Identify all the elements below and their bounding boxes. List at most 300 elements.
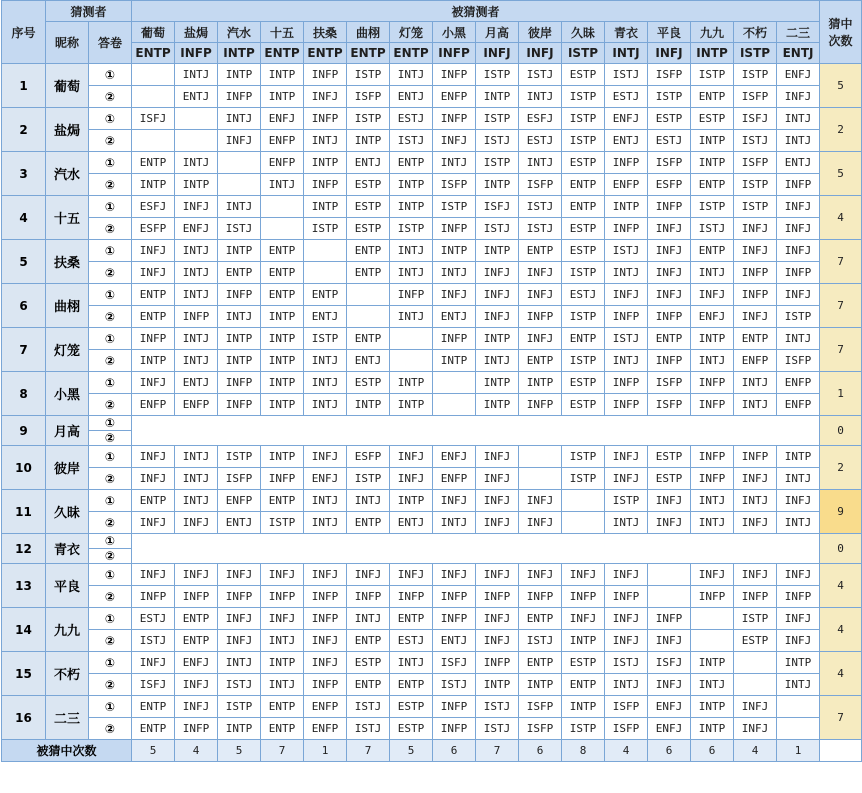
guess-cell: INTP xyxy=(218,240,261,262)
guess-cell: ENTP xyxy=(390,152,433,174)
guess-cell: ISTJ xyxy=(519,630,562,652)
guess-cell: ISTP xyxy=(218,696,261,718)
guess-cell: ENTP xyxy=(175,608,218,630)
guess-cell: INFP xyxy=(691,446,734,468)
guess-cell: INFJ xyxy=(691,564,734,586)
guess-cell: ENTP xyxy=(562,328,605,350)
table-row xyxy=(2,240,862,262)
guess-cell: INFJ xyxy=(261,564,304,586)
guess-cell: ENTP xyxy=(347,328,390,350)
guess-cell: ISFP xyxy=(519,174,562,196)
guess-cell: ISTJ xyxy=(347,718,390,740)
table-row xyxy=(2,586,862,608)
answer-mark: ② xyxy=(89,630,132,652)
guess-cell: ENFJ xyxy=(777,64,820,86)
row-index: 6 xyxy=(2,284,46,328)
guess-cell: INTJ xyxy=(261,674,304,696)
hit-count: 2 xyxy=(820,108,862,152)
guess-cell: ISTP xyxy=(691,64,734,86)
target-type: INFP xyxy=(175,43,218,64)
target-name: 二三 xyxy=(777,22,820,43)
guess-cell: INFJ xyxy=(734,240,777,262)
total-count: 5 xyxy=(132,740,175,762)
guess-cell xyxy=(519,446,562,468)
guess-cell: INFJ xyxy=(175,512,218,534)
guess-cell: ENFP xyxy=(433,86,476,108)
table-row xyxy=(2,674,862,696)
guess-cell: ENFJ xyxy=(605,108,648,130)
guess-cell: INFJ xyxy=(648,630,691,652)
guess-cell: INFJ xyxy=(476,630,519,652)
guess-cell: INFJ xyxy=(519,564,562,586)
guess-cell: ISTJ xyxy=(691,218,734,240)
table-row xyxy=(2,416,862,431)
total-count: 1 xyxy=(777,740,820,762)
guess-cell: INFJ xyxy=(734,218,777,240)
guess-cell xyxy=(347,284,390,306)
guess-cell: INTJ xyxy=(175,284,218,306)
guess-cell: INFJ xyxy=(777,564,820,586)
guess-cell: INFP xyxy=(261,586,304,608)
guess-cell: ENTP xyxy=(519,652,562,674)
target-name: 十五 xyxy=(261,22,304,43)
guess-cell: ESFP xyxy=(648,174,691,196)
guess-cell: ISTP xyxy=(562,130,605,152)
guess-cell: INFP xyxy=(734,446,777,468)
guess-cell: INFP xyxy=(648,196,691,218)
guess-cell: INFJ xyxy=(777,218,820,240)
hit-count: 0 xyxy=(820,416,862,446)
target-name: 葡萄 xyxy=(132,22,175,43)
guess-cell: INFJ xyxy=(132,652,175,674)
target-type: ENTP xyxy=(132,43,175,64)
target-name: 灯笼 xyxy=(390,22,433,43)
guess-cell xyxy=(218,152,261,174)
guess-cell: ISTP xyxy=(605,490,648,512)
guess-cell: ESFJ xyxy=(132,196,175,218)
row-nickname: 久昧 xyxy=(46,490,89,534)
guess-cell: ISTJ xyxy=(476,218,519,240)
row-nickname: 盐焗 xyxy=(46,108,89,152)
guess-cell: INTP xyxy=(218,718,261,740)
answer-mark: ② xyxy=(89,512,132,534)
guess-cell: ISTP xyxy=(562,86,605,108)
guess-cell: ENTJ xyxy=(218,512,261,534)
guess-cell: ESTJ xyxy=(648,130,691,152)
table-row xyxy=(2,718,862,740)
guess-cell: ENFP xyxy=(304,696,347,718)
guess-cell: ISTP xyxy=(476,108,519,130)
guess-cell: ENTJ xyxy=(390,512,433,534)
guess-cell: INFP xyxy=(777,262,820,284)
guess-cell: INFP xyxy=(433,696,476,718)
guess-cell: INFJ xyxy=(734,512,777,534)
guess-cell: INFJ xyxy=(433,490,476,512)
guess-cell: INFP xyxy=(433,608,476,630)
total-count: 7 xyxy=(476,740,519,762)
guess-cell: INFJ xyxy=(734,468,777,490)
guess-cell: INTP xyxy=(175,174,218,196)
guess-cell: ENTP xyxy=(519,608,562,630)
guess-cell: INFP xyxy=(433,64,476,86)
guess-cell: ESTP xyxy=(562,240,605,262)
guess-cell: INTP xyxy=(691,130,734,152)
row-index: 5 xyxy=(2,240,46,284)
guess-cell: ESTJ xyxy=(132,608,175,630)
guess-cell: ISFJ xyxy=(648,652,691,674)
guess-cell: ESTP xyxy=(734,630,777,652)
guess-cell: INFJ xyxy=(476,512,519,534)
target-name: 青衣 xyxy=(605,22,648,43)
guess-cell: ISFJ xyxy=(476,196,519,218)
guess-cell xyxy=(734,652,777,674)
answer-mark: ② xyxy=(89,130,132,152)
guess-cell: ISTJ xyxy=(476,718,519,740)
guess-cell: ENFP xyxy=(261,152,304,174)
guess-cell: INTJ xyxy=(218,652,261,674)
guess-cell xyxy=(132,86,175,108)
answer-header: 答卷 xyxy=(89,22,132,64)
guess-cell: ENTP xyxy=(132,306,175,328)
table-row xyxy=(2,284,862,306)
guess-cell xyxy=(304,240,347,262)
guess-cell: INFJ xyxy=(476,468,519,490)
guess-cell xyxy=(777,718,820,740)
guess-cell: INFJ xyxy=(390,564,433,586)
row-nickname: 十五 xyxy=(46,196,89,240)
guess-cell: ENTP xyxy=(347,630,390,652)
guess-cell: INFJ xyxy=(175,696,218,718)
guess-cell: ISFP xyxy=(218,468,261,490)
total-count: 6 xyxy=(519,740,562,762)
row-index: 13 xyxy=(2,564,46,608)
guess-cell: INFP xyxy=(433,328,476,350)
guess-cell: INTP xyxy=(390,490,433,512)
guess-cell: INFP xyxy=(175,586,218,608)
guess-cell: INTJ xyxy=(218,108,261,130)
hit-count: 4 xyxy=(820,564,862,608)
row-nickname: 扶桑 xyxy=(46,240,89,284)
hits-header-line1: 猜中 xyxy=(828,17,853,31)
guess-cell: ENFJ xyxy=(433,446,476,468)
guess-cell: INFJ xyxy=(132,564,175,586)
guess-cell: INFP xyxy=(734,586,777,608)
guess-cell: INFJ xyxy=(648,240,691,262)
answer-mark: ② xyxy=(89,218,132,240)
guess-cell: INFP xyxy=(304,174,347,196)
guess-cell: INFP xyxy=(691,468,734,490)
guess-cell: INTP xyxy=(691,328,734,350)
answer-mark: ① xyxy=(89,490,132,512)
guess-cell: ISTP xyxy=(347,468,390,490)
guess-cell: INFJ xyxy=(218,564,261,586)
guess-cell: INTJ xyxy=(691,350,734,372)
guess-cell: INTJ xyxy=(175,240,218,262)
guess-cell: ENTP xyxy=(304,284,347,306)
target-type: INTP xyxy=(691,43,734,64)
guess-cell: ENTP xyxy=(347,674,390,696)
guess-cell: INFJ xyxy=(304,652,347,674)
target-type: ISTP xyxy=(734,43,777,64)
guess-cell: ESFP xyxy=(132,218,175,240)
row-nickname: 灯笼 xyxy=(46,328,89,372)
total-count: 6 xyxy=(648,740,691,762)
guess-cell: ENTP xyxy=(390,608,433,630)
row-index: 7 xyxy=(2,328,46,372)
guess-cell: ISTP xyxy=(390,218,433,240)
guess-cell: INTP xyxy=(691,718,734,740)
guess-cell: INFP xyxy=(218,86,261,108)
guess-cell: INFP xyxy=(433,218,476,240)
guess-cell: ENTP xyxy=(261,284,304,306)
guess-cell: INFP xyxy=(691,372,734,394)
guess-cell: INFJ xyxy=(562,608,605,630)
guess-cell: INTJ xyxy=(175,350,218,372)
guess-cell: ENTJ xyxy=(347,152,390,174)
guess-cell: INTJ xyxy=(218,306,261,328)
guess-cell: INTJ xyxy=(519,152,562,174)
guess-cell: INTP xyxy=(433,240,476,262)
target-type: INFP xyxy=(433,43,476,64)
guess-cell: INFJ xyxy=(777,86,820,108)
guess-cell: INFJ xyxy=(648,512,691,534)
guess-cell: ENFP xyxy=(605,174,648,196)
answer-mark: ① xyxy=(89,652,132,674)
row-index: 12 xyxy=(2,534,46,564)
guess-cell: ESTJ xyxy=(562,284,605,306)
guess-cell: INFP xyxy=(433,108,476,130)
guess-cell: INTJ xyxy=(175,262,218,284)
target-type: INFJ xyxy=(648,43,691,64)
hit-count: 4 xyxy=(820,196,862,240)
guess-cell: ISTP xyxy=(562,108,605,130)
row-nickname: 小黑 xyxy=(46,372,89,416)
guess-cell: INFJ xyxy=(132,468,175,490)
guess-cell: INTJ xyxy=(261,630,304,652)
guess-cell: INFP xyxy=(304,64,347,86)
guess-cell: ENFJ xyxy=(175,652,218,674)
table-row xyxy=(2,512,862,534)
total-count: 1 xyxy=(304,740,347,762)
guess-cell: INTP xyxy=(476,240,519,262)
guess-cell: ESTJ xyxy=(390,108,433,130)
table-row xyxy=(2,534,862,549)
guess-cell: ESTP xyxy=(562,372,605,394)
guess-cell: ISTP xyxy=(347,108,390,130)
guess-cell: ESTP xyxy=(347,174,390,196)
guess-cell: INFP xyxy=(304,108,347,130)
table-row xyxy=(2,468,862,490)
guess-cell: INTP xyxy=(304,196,347,218)
answer-mark: ② xyxy=(89,431,132,446)
guess-cell: ESTP xyxy=(562,394,605,416)
guess-cell: ISFP xyxy=(648,394,691,416)
guess-cell: ISTP xyxy=(734,174,777,196)
guess-cell: INFP xyxy=(390,284,433,306)
guess-cell: ISTP xyxy=(562,446,605,468)
guess-cell: INFP xyxy=(433,718,476,740)
guessed-header: 被猜测者 xyxy=(132,1,820,22)
table-row xyxy=(2,108,862,130)
guess-cell: ESTP xyxy=(562,152,605,174)
table-row xyxy=(2,608,862,630)
guess-cell: INFJ xyxy=(132,446,175,468)
table-row xyxy=(2,86,862,108)
target-type: ISTP xyxy=(562,43,605,64)
guess-cell: INFP xyxy=(648,306,691,328)
guess-cell: INFJ xyxy=(347,564,390,586)
guess-cell: INTP xyxy=(218,350,261,372)
guess-cell: INFJ xyxy=(519,512,562,534)
guess-cell: ISTP xyxy=(648,86,691,108)
target-type: ENTP xyxy=(261,43,304,64)
guess-cell: INFJ xyxy=(519,284,562,306)
row-nickname: 九九 xyxy=(46,608,89,652)
guess-cell: ISTP xyxy=(433,196,476,218)
answer-mark: ② xyxy=(89,394,132,416)
guess-cell xyxy=(648,586,691,608)
guess-cell: ENTJ xyxy=(777,152,820,174)
guess-cell: INTJ xyxy=(175,490,218,512)
answer-mark: ① xyxy=(89,328,132,350)
guess-cell: ESTJ xyxy=(605,86,648,108)
guess-cell: ESTP xyxy=(347,652,390,674)
guess-cell xyxy=(175,130,218,152)
guess-cell: INFJ xyxy=(777,284,820,306)
guess-cell: INTJ xyxy=(175,64,218,86)
hit-count: 5 xyxy=(820,64,862,108)
guess-cell: ESTP xyxy=(390,718,433,740)
hit-count: 4 xyxy=(820,652,862,696)
total-label: 被猜中次数 xyxy=(2,740,132,762)
guess-cell: ISFP xyxy=(605,718,648,740)
total-count: 8 xyxy=(562,740,605,762)
answer-mark: ② xyxy=(89,718,132,740)
guess-cell: INFP xyxy=(476,652,519,674)
guess-cell: ESTP xyxy=(347,218,390,240)
guess-cell: ENTP xyxy=(261,718,304,740)
guess-cell: ENFP xyxy=(261,130,304,152)
hit-count: 7 xyxy=(820,696,862,740)
answer-mark: ② xyxy=(89,674,132,696)
guess-cell: ISTP xyxy=(476,64,519,86)
guess-cell: INFJ xyxy=(476,608,519,630)
guess-cell: INFJ xyxy=(519,328,562,350)
guess-cell: ISTJ xyxy=(433,674,476,696)
hit-count: 2 xyxy=(820,446,862,490)
table-row xyxy=(2,306,862,328)
guess-cell: ISFP xyxy=(519,696,562,718)
guess-cell: INTJ xyxy=(304,372,347,394)
guess-cell: ENFP xyxy=(218,490,261,512)
guess-cell: ENTP xyxy=(261,240,304,262)
table-row xyxy=(2,130,862,152)
answer-mark: ② xyxy=(89,306,132,328)
guesser-header: 猜测者 xyxy=(46,1,132,22)
guess-cell: INTP xyxy=(605,196,648,218)
guess-cell: INFP xyxy=(175,306,218,328)
guess-cell: INTJ xyxy=(476,350,519,372)
guess-cell: ENFP xyxy=(433,468,476,490)
guess-cell: INFJ xyxy=(175,674,218,696)
guess-cell: INFP xyxy=(648,608,691,630)
guess-cell: ISTJ xyxy=(605,652,648,674)
guess-cell: INTJ xyxy=(691,262,734,284)
guess-cell: INFJ xyxy=(777,196,820,218)
answer-mark: ② xyxy=(89,549,132,564)
guess-cell: INTP xyxy=(347,130,390,152)
answer-mark: ① xyxy=(89,608,132,630)
guess-cell: ISTP xyxy=(734,196,777,218)
guess-cell: INFP xyxy=(304,674,347,696)
hit-count: 9 xyxy=(820,490,862,534)
guess-cell: INTJ xyxy=(390,262,433,284)
guess-cell xyxy=(433,394,476,416)
guess-cell: INFP xyxy=(519,586,562,608)
row-index: 3 xyxy=(2,152,46,196)
target-type: INFJ xyxy=(476,43,519,64)
row-index: 10 xyxy=(2,446,46,490)
guess-cell: ENFJ xyxy=(691,306,734,328)
target-type: INTJ xyxy=(605,43,648,64)
empty-answers xyxy=(132,416,820,446)
guess-cell: ISFP xyxy=(648,372,691,394)
guess-cell: ENTP xyxy=(132,490,175,512)
table-row xyxy=(2,446,862,468)
guess-cell: INTP xyxy=(777,652,820,674)
guess-cell: INFJ xyxy=(132,240,175,262)
guess-cell: INFJ xyxy=(648,262,691,284)
nickname-header: 昵称 xyxy=(46,22,89,64)
guess-cell: ESTP xyxy=(390,696,433,718)
guess-cell: INTJ xyxy=(304,350,347,372)
guess-cell: INFP xyxy=(734,262,777,284)
guess-cell: ISTJ xyxy=(132,630,175,652)
guess-cell: INTJ xyxy=(605,512,648,534)
guess-cell: INTP xyxy=(691,696,734,718)
guess-cell: ISTP xyxy=(734,608,777,630)
guess-cell: INTP xyxy=(390,372,433,394)
guess-cell: INTJ xyxy=(390,306,433,328)
guess-cell: INFJ xyxy=(605,446,648,468)
guess-cell: ENTP xyxy=(261,696,304,718)
answer-mark: ① xyxy=(89,564,132,586)
answer-mark: ① xyxy=(89,196,132,218)
guess-cell: ENTP xyxy=(347,262,390,284)
guess-cell: ENFJ xyxy=(304,468,347,490)
guess-cell: INTJ xyxy=(390,652,433,674)
guess-cell: INFP xyxy=(605,306,648,328)
guess-cell: INFJ xyxy=(304,86,347,108)
guess-cell: INTJ xyxy=(175,328,218,350)
guess-cell xyxy=(261,196,304,218)
guess-cell: INTJ xyxy=(175,446,218,468)
guess-cell: INTJ xyxy=(433,512,476,534)
hit-count: 5 xyxy=(820,152,862,196)
guess-cell xyxy=(347,306,390,328)
target-name: 曲栩 xyxy=(347,22,390,43)
guess-cell: INTP xyxy=(261,394,304,416)
total-count: 4 xyxy=(605,740,648,762)
guess-cell: ENTP xyxy=(132,696,175,718)
row-nickname: 曲栩 xyxy=(46,284,89,328)
guess-cell: INTP xyxy=(691,652,734,674)
table-row xyxy=(2,196,862,218)
guess-cell: INFJ xyxy=(605,284,648,306)
guess-cell: INTP xyxy=(132,350,175,372)
target-type: ENTP xyxy=(347,43,390,64)
target-name: 久昧 xyxy=(562,22,605,43)
